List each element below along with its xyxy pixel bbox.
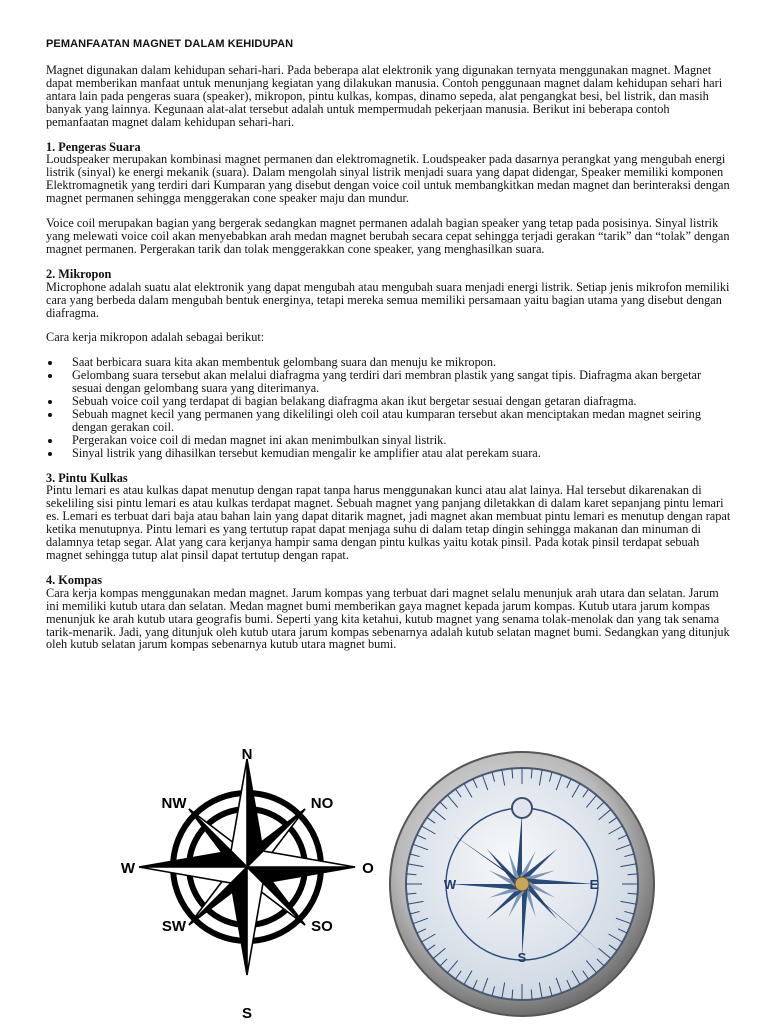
section-heading-speaker: 1. Pengeras Suara: [46, 139, 141, 154]
rose-cardinal-points: [139, 759, 355, 975]
rose-label-sw: SW: [161, 918, 187, 935]
list-item: • Sebuah magnet kecil yang permanen yang dikelilingi oleh coil atau kumparan tersebut akan menciptakan medan magnet seiring dengan gerakan coil.: [62, 408, 732, 434]
list-item: • Sinyal listrik yang dihasilkan tersebut kemudian mengalir ke amplifier atau alat perekam suara.: [62, 447, 732, 460]
section-heading-compass: 4. Kompas: [46, 572, 103, 587]
dial-label-w: W: [443, 877, 457, 892]
rose-label-s: S: [241, 1005, 253, 1022]
rose-label-so: SO: [311, 918, 333, 935]
list-item: • Sebuah voice coil yang terdapat di bagian belakang diafragma akan ikut bergetar sesuai dengan getaran diafragma.: [62, 395, 732, 408]
microphone-paragraph-2: Cara kerja mikropon adalah sebagai berikut:: [46, 330, 265, 345]
fridge-door-paragraph: Pintu lemari es atau kulkas dapat menutup dengan rapat tanpa harus menggunakan kunci atau alat lainya. Hal tersebut dikarenakan di sekeliling sisi pintu lemari es atau kulkas terdapat magnet. Sebuah magnet yang panjang diletakkan di dalam karet sepanjang pintu lemari es. Lemari es terbuat dari baja atau bahan lain yang dapat ditarik magnet, jadi magnet akan membuat pintu lemari es menutup dengan rapat ketika menutupnya. Pintu lemari es yang tertutup rapat dapat menjaga suhu di dalam tetap dingin sehingga makanan dan minuman di dalamnya tetap segar. Alat yang cara kerjanya hampir sama dengan pintu kulkas yaitu kotak pinsil. Pada kotak pinsil terdapat sebuah magnet sehingga tutup alat pinsil dapat tertutup dengan rapat.: [46, 483, 731, 562]
rose-label-n: N: [241, 746, 253, 763]
list-item: • Gelombang suara tersebut akan melalui diafragma yang terdiri dari membran plastik yang sangat tipis. Diafragma akan bergetar sesuai dengan gelombang suara yang diterimanya.: [62, 369, 732, 395]
compass-pivot: [515, 877, 529, 891]
section-heading-fridge-door: 3. Pintu Kulkas: [46, 470, 128, 485]
speaker-paragraph-1: Loudspeaker merupakan kombinasi magnet permanen dan elektromagnetik. Loudspeaker pada dasarnya perangkat yang mengubah energi listrik (sinyal) ke energi mekanik (suara). Dalam mengolah sinyal listrik menjadi suara yang dapat didengar, Speaker memiliki komponen Elektromagnetik yang terdiri dari Kumparan yang disebut dengan voice coil untuk membangkitkan medan magnet dan berinteraksi dengan magnet permanen sehingga menggerakan cone speaker maju dan mundur.: [46, 152, 730, 206]
compass-top-cap: [512, 798, 532, 818]
speaker-paragraph-2: Voice coil merupakan bagian yang bergerak sedangkan magnet permanen adalah bagian speaker yang tetap pada posisinya. Sinyal listrik yang melewati voice coil akan menyebabkan arah medan magnet berubah secara cepat sehingga terjadi gerakan “tarik” dan “tolak” dengan magnet permanen. Pergerakan tarik dan tolak menggerakkan cone speaker, yang menghasilkan suara.: [46, 216, 730, 256]
document-title: PEMANFAATAN MAGNET DALAM KEHIDUPAN: [46, 38, 294, 50]
dial-label-s: S: [517, 950, 527, 965]
list-item: • Pergerakan voice coil di medan magnet ini akan menimbulkan sinyal listrik.: [62, 434, 732, 447]
microphone-steps-list: [46, 356, 732, 459]
list-item: • Saat berbicara suara kita akan membentuk gelombang suara dan menuju ke mikropon.: [62, 356, 732, 369]
compass-images: [0, 745, 768, 1024]
rose-label-nw: NW: [161, 795, 187, 812]
rose-label-no: NO: [310, 795, 334, 812]
rose-label-w: W: [120, 860, 136, 877]
microphone-paragraph-1: Microphone adalah suatu alat elektronik yang dapat mengubah atau mengubah suara menjadi energi listrik. Setiap jenis mikrofon memiliki cara yang berbeda dalam mengubah bentuk energinya, tetapi mereka semua memiliki persamaan yaitu bagian utama yang disebut dengan diafragma.: [46, 279, 730, 320]
compass-rose-image: [118, 745, 378, 1024]
rose-label-o: O: [362, 860, 374, 877]
compass-rose-drawing: [139, 759, 355, 975]
dial-label-e: E: [589, 877, 599, 892]
magnetic-compass-image: [386, 748, 658, 1020]
document-page: [46, 38, 732, 651]
intro-paragraph: Magnet digunakan dalam kehidupan sehari-hari. Pada beberapa alat elektronik yang digunakan ternyata menggunakan magnet. Magnet dapat memberikan manfaat untuk menunjang kegiatan yang dilakukan manusia. Contoh penggunaan magnet dalam kehidupan sehari hari antara lain pada pengeras suara (speaker), mikropon, pintu kulkas, kompas, dinamo sepeda, alat pengangkat besi, bel listrik, dan masih banyak yang lainnya. Kegunaan alat-alat tersebut adalah untuk mempermudah pekerjaan manusia. Berikut ini beberapa contoh pemanfaatan magnet dalam kehidupan sehari-hari.: [46, 63, 723, 129]
section-heading-microphone: 2. Mikropon: [46, 266, 112, 281]
compass-paragraph: Cara kerja kompas menggunakan medan magnet. Jarum kompas yang terbuat dari magnet selalu menunjuk arah utara dan selatan. Jarum ini memiliki kutub utara dan selatan. Medan magnet bumi memberikan gaya magnet kepada jarum kompas. Kutub utara jarum kompas menunjuk ke arah kutub utara geografis bumi. Seperti yang kita ketahui, kutub magnet yang senama tolak-menolak dan yang tak senama tarik-menarik. Jadi, yang ditunjuk oleh kutub utara jarum kompas sebenarnya adalah kutub selatan magnet bumi. Sedangkan yang ditunjuk oleh kutub selatan jarum kompas sebenarnya kutub utara magnet bumi.: [46, 585, 730, 652]
